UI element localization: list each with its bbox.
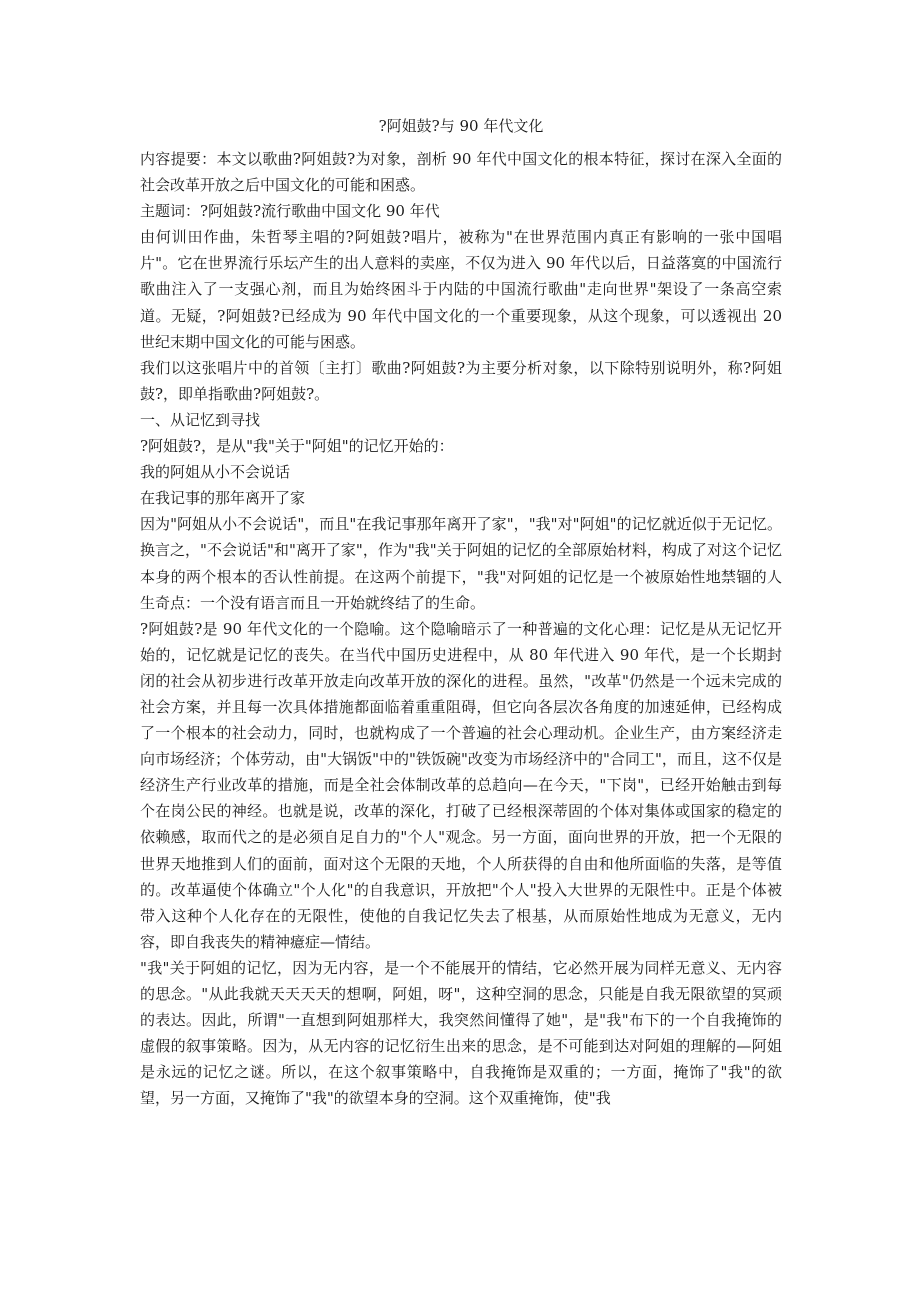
body-paragraph: ?阿姐鼓?，是从"我"关于"阿姐"的记忆开始的： [140, 437, 454, 456]
body-paragraph: "我"关于阿姐的记忆，因为无内容，是一个不能展开的情结，它必然开展为同样无意义、无内容的思念。"从此我就天天天天的想啊，阿姐，呀"，这种空洞的思念，只能是自我无限欲望的冥顽的表达。因此，所谓"一直想到阿姐那样大，我突然间懂得了她"，是"我"布下的一个自我掩饰的虚假的叙事策略。因为，从无内容的记忆衍生出来的思念，是不可能到达对阿姐的理解的—阿姐是永远的记忆之谜。所以，在这个叙事策略中，自我掩饰是双重的；一方面，掩饰了"我"的欲望，另一方面，又掩饰了"我"的欲望本身的空洞。这个双重掩饰，使"我 [140, 958, 782, 1108]
body-paragraph: 因为"阿姐从小不会说话"，而且"在我记事那年离开了家"，"我"对"阿姐"的记忆就近似于无记忆。换言之，"不会说话"和"离开了家"，作为"我"关于阿姐的记忆的全部原始材料，构成了对这个记忆本身的两个根本的否认性前提。在这两个前提下，"我"对阿姐的记忆是一个被原始性地禁锢的人生奇点：一个没有语言而且一开始就终结了的生命。 [140, 515, 782, 612]
body-paragraph: 我们以这张唱片中的首领〔主打〕歌曲?阿姐鼓?为主要分析对象，以下除特别说明外，称?阿姐鼓?，即单指歌曲?阿姐鼓?。 [140, 358, 782, 403]
body-paragraph: ?阿姐鼓?是 90 年代文化的一个隐喻。这个隐喻暗示了一种普遍的文化心理：记忆是从无记忆开始的，记忆就是记忆的丧失。在当代中国历史进程中，从 80 年代进入 90 年代，是一个长期封闭的社会从初步进行改革开放走向改革开放的深化的进程。虽然，"改革"仍然是一个远未完成的社会方案，并且每一次具体措施都面临着重重阻碍，但它向各层次各角度的加速延伸，已经构成了一个根本的社会动力，同时，也就构成了一个普遍的社会心理动机。企业生产，由方案经济走向市场经济；个体劳动，由"大锅饭"中的"铁饭碗"改变为市场经济中的"合同工"，而且，这不仅是经济生产行业改革的措施，而是全社会体制改革的总趋向—在今天，"下岗"，已经开始触击到每个在岗公民的神经。也就是说，改革的深化，打破了已经根深蒂固的个体对集体或国家的稳定的依赖感，取而代之的是必须自足自力的"个人"观念。另一方面，面向世界的开放，把一个无限的世界天地推到人们的面前，面对这个无限的天地，个人所获得的自由和他所面临的失落，是等值的。改革逼使个体确立"个人化"的自我意识，开放把"个人"投入大世界的无限性中。正是个体被带入这种个人化存在的无限性，使他的自我记忆失去了根基，从而原始性地成为无意义，无内容，即自我丧失的精神癔症—情结。 [140, 619, 782, 951]
keywords-paragraph: 主题词：?阿姐鼓?流行歌曲中国文化 90 年代 [140, 202, 440, 221]
document-title: ?阿姐鼓?与 90 年代文化 [378, 117, 544, 135]
abstract-paragraph: 内容提要：本文以歌曲?阿姐鼓?为对象，剖析 90 年代中国文化的根本特征，探讨在深入全面的社会改革开放之后中国文化的可能和困惑。 [140, 150, 782, 195]
document-page [140, 112, 782, 1111]
lyric-line: 在我记事的那年离开了家 [140, 489, 306, 508]
body-paragraph: 由何训田作曲，朱哲琴主唱的?阿姐鼓?唱片，被称为"在世界范围内真正有影响的一张中国唱片"。它在世界流行乐坛产生的出人意料的卖座，不仅为进入 90 年代以后，日益落寞的中国流行歌曲注入了一支强心剂，而且为始终困斗于内陆的中国流行歌曲"走向世界"架设了一条高空索道。无疑，?阿姐鼓?已经成为 90 年代中国文化的一个重要现象，从这个现象，可以透视出 20 世纪末期中国文化的可能与困惑。 [140, 228, 782, 351]
section-heading: 一、从记忆到寻找 [140, 410, 261, 429]
lyric-line: 我的阿姐从小不会说话 [140, 463, 291, 482]
